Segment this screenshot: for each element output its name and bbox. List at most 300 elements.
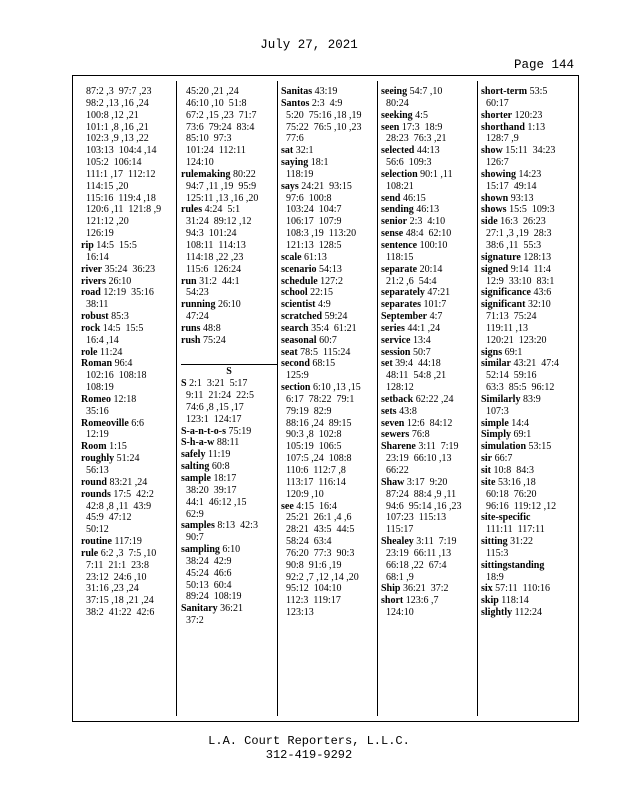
index-line: 31:16 ,23 ,24 <box>81 583 139 595</box>
index-headword: selection <box>381 168 418 180</box>
index-headword: Romeoville <box>81 417 129 429</box>
index-column-4 <box>381 86 477 619</box>
index-entry: sewers 76:8 <box>381 429 430 441</box>
index-entry: round 83:21 ,24 <box>81 476 148 488</box>
index-line: 118:19 <box>281 168 314 180</box>
index-headword: rush <box>181 334 201 346</box>
index-entry: six 57:11 110:16 <box>481 583 550 595</box>
index-column-1 <box>81 86 177 619</box>
index-line: 108:3 ,19 113:20 <box>281 228 357 240</box>
index-headword: senior <box>381 216 408 228</box>
index-line: 90:8 91:6 ,19 <box>281 559 342 571</box>
index-line: 38:20 39:17 <box>181 484 237 496</box>
section-letter: S <box>181 364 277 378</box>
index-headword: shorter <box>481 109 513 121</box>
index-line: 124:10 <box>381 607 414 619</box>
index-line: 28:21 43:5 44:5 <box>281 524 355 536</box>
index-line: 111:11 117:11 <box>481 524 545 536</box>
index-column-3 <box>281 86 377 619</box>
index-line: 87:2 ,3 97:7 ,23 <box>81 86 152 97</box>
index-headword: seen <box>381 121 400 133</box>
index-headword: set <box>381 358 393 370</box>
index-line: 38:11 <box>81 299 109 311</box>
index-line: 23:19 66:10 ,13 <box>381 453 452 465</box>
index-line: 107:5 ,24 108:8 <box>281 453 352 465</box>
index-line: 115:3 <box>481 547 509 559</box>
index-entry: showing 14:23 <box>481 168 542 180</box>
index-headword: Santos <box>281 97 310 109</box>
index-line: 67:2 ,15 ,23 71:7 <box>181 109 257 121</box>
index-line: 85:10 97:3 <box>181 133 232 145</box>
index-headword: setback <box>381 393 414 405</box>
index-line: 108:21 <box>381 180 414 192</box>
index-line: 110:6 112:7 ,8 <box>281 465 346 476</box>
index-entry: shorthand 1:13 <box>481 121 546 133</box>
index-headword: sets <box>381 405 397 417</box>
index-line: 100:8 ,12 ,21 <box>81 109 139 121</box>
index-line: 98:2 ,13 ,16 ,24 <box>81 97 149 109</box>
index-headword: rivers <box>81 275 106 287</box>
index-line: 97:6 100:8 <box>281 192 332 204</box>
index-headword: slightly <box>481 607 513 619</box>
index-headword: Ship <box>381 583 401 595</box>
index-line: 102:16 108:18 <box>81 370 147 382</box>
index-entry: rip 14:5 15:5 <box>81 239 137 251</box>
index-line: 88:16 ,24 89:15 <box>281 417 352 429</box>
index-line: 38:24 42:9 <box>181 555 232 567</box>
index-line: 56:6 109:3 <box>381 157 432 169</box>
index-line: 12:19 <box>81 429 109 441</box>
index-headword: series <box>381 322 405 334</box>
index-headword: seeing <box>381 86 408 97</box>
index-line: 128:7 ,9 <box>481 133 519 145</box>
index-entry: Santos 2:3 4:9 <box>281 97 343 109</box>
index-line: 62:9 <box>181 508 204 520</box>
index-column-5 <box>481 86 577 619</box>
index-entry: S-a-n-t-o-s 75:19 <box>181 425 252 437</box>
index-line: 37:15 ,18 ,21 ,24 <box>81 595 154 607</box>
index-entry: simple 14:4 <box>481 417 530 429</box>
index-line: 66:22 <box>381 465 409 476</box>
index-headword: signs <box>481 346 503 358</box>
index-entry: Roman 96:4 <box>81 358 133 370</box>
index-entry: rulemaking 80:22 <box>181 168 256 180</box>
index-entry: running 26:10 <box>181 299 241 311</box>
index-entry: selection 90:1 ,11 <box>381 168 453 180</box>
index-line: 101:24 112:11 <box>181 145 246 157</box>
index-headword: rules <box>181 204 203 216</box>
index-line: 103:24 104:7 <box>281 204 342 216</box>
index-headword: schedule <box>281 275 318 287</box>
index-line: 42:8 ,8 ,11 43:9 <box>81 500 152 512</box>
index-line: 16:14 <box>81 251 109 263</box>
index-line: 28:23 76:3 ,21 <box>381 133 447 145</box>
index-line: 6:17 78:22 79:1 <box>281 393 355 405</box>
index-headword: routine <box>81 536 112 548</box>
index-entry: series 44:1 ,24 <box>381 322 441 334</box>
index-entry: samples 8:13 42:3 <box>181 520 258 532</box>
index-line: 108:19 <box>81 382 114 394</box>
index-headword: Simply <box>481 429 512 441</box>
index-line: 52:14 59:16 <box>481 370 537 382</box>
index-line: 119:11 ,13 <box>481 322 529 334</box>
index-line: 79:19 82:9 <box>281 405 332 417</box>
index-entry: road 12:19 35:16 <box>81 287 154 299</box>
index-entry: significant 32:10 <box>481 299 551 311</box>
index-entry: routine 117:19 <box>81 536 142 548</box>
index-entry: seeking 4:5 <box>381 109 428 121</box>
page-number: Page 144 <box>513 58 574 72</box>
index-line: 125:9 <box>281 370 309 382</box>
index-headword: simulation <box>481 441 527 453</box>
index-line: 68:1 ,9 <box>381 571 414 583</box>
index-entry: run 31:2 44:1 <box>181 275 240 287</box>
index-entry: scratched 59:24 <box>281 311 348 323</box>
index-headword: Shaw <box>381 476 405 488</box>
index-line: 121:13 128:5 <box>281 239 342 251</box>
index-entry: rock 14:5 15:5 <box>81 322 144 334</box>
index-entry: set 39:4 44:18 <box>381 358 441 370</box>
index-entry <box>481 512 577 524</box>
index-headword: Sanitary <box>181 603 218 615</box>
index-line: 45:24 46:6 <box>181 567 232 579</box>
index-line: 126:7 <box>481 157 509 169</box>
index-headword: sit <box>481 465 491 476</box>
index-entry: senior 2:3 4:10 <box>381 216 446 228</box>
index-entry: sending 46:13 <box>381 204 440 216</box>
index-headword: runs <box>181 322 201 334</box>
index-headword: short-term <box>481 86 528 97</box>
index-entry: sets 43:8 <box>381 405 417 417</box>
reporter-phone: 312-419-9292 <box>265 748 353 762</box>
index-headword: sampling <box>181 544 220 556</box>
index-headword: sentence <box>381 239 418 251</box>
index-entry: significance 43:6 <box>481 287 552 299</box>
index-headword: sample <box>181 473 211 484</box>
index-entry: sentence 100:10 <box>381 239 448 251</box>
index-headword: Romeo <box>81 393 111 405</box>
index-entry: second 68:15 <box>281 358 336 370</box>
index-headword: round <box>81 476 107 488</box>
index-entry: saying 18:1 <box>281 157 329 169</box>
index-entry: seat 78:5 115:24 <box>281 346 351 358</box>
column-divider <box>277 81 278 716</box>
index-line: 35:16 <box>81 405 109 417</box>
index-entry: rounds 17:5 42:2 <box>81 488 154 500</box>
index-entry: Romeoville 6:6 <box>81 417 145 429</box>
index-line: 107:3 <box>481 405 509 417</box>
index-entry: September 4:7 <box>381 311 443 323</box>
index-headword: scientist <box>281 299 316 311</box>
index-entry: seeing 54:7 ,10 <box>381 86 443 97</box>
index-headword: shown <box>481 192 509 204</box>
index-entry: shown 93:13 <box>481 192 534 204</box>
index-line: 38:6 ,11 55:3 <box>481 239 542 251</box>
index-headword: saying <box>281 157 309 169</box>
index-line: 48:11 54:8 ,21 <box>381 370 447 382</box>
index-headword: scenario <box>281 263 317 275</box>
index-headword: Sanitas <box>281 86 313 97</box>
index-entry: simulation 53:15 <box>481 441 552 453</box>
index-line: 103:13 104:4 ,14 <box>81 145 157 157</box>
index-line: 73:6 79:24 83:4 <box>181 121 255 133</box>
index-entry: send 46:15 <box>381 192 426 204</box>
index-line: 46:10 ,10 51:8 <box>181 97 247 109</box>
index-line: 16:4 ,14 <box>81 334 119 346</box>
index-line: 60:17 <box>481 97 509 109</box>
index-entry: Sanitas 43:19 <box>281 86 338 97</box>
index-headword: September <box>381 311 428 323</box>
index-entry: sample 18:17 <box>181 473 237 484</box>
index-headword: river <box>81 263 103 275</box>
index-entry: Room 1:15 <box>81 441 127 453</box>
index-headword: showing <box>481 168 517 180</box>
index-line: 21:2 ,6 54:4 <box>381 275 437 287</box>
reporter-name: L.A. Court Reporters, L.L.C. <box>208 734 410 748</box>
index-headword: sittingstanding <box>481 559 545 571</box>
index-line: 115:16 119:4 ,18 <box>81 192 156 204</box>
index-headword: see <box>281 500 294 512</box>
index-line: 118:15 <box>381 251 414 263</box>
index-entry: seasonal 60:7 <box>281 334 337 346</box>
index-entry: separates 101:7 <box>381 299 447 311</box>
index-headword: show <box>481 145 503 157</box>
index-line: 15:17 49:14 <box>481 180 537 192</box>
index-line: 102:3 ,9 ,13 ,22 <box>81 133 149 145</box>
index-headword: seven <box>381 417 405 429</box>
index-line: 115:6 126:24 <box>181 263 242 275</box>
index-headword: sense <box>381 228 404 240</box>
index-entry: skip 118:14 <box>481 595 529 607</box>
index-headword: site-specific <box>481 512 531 524</box>
index-entry: rule 6:2 ,3 7:5 ,10 <box>81 547 157 559</box>
index-line: 37:2 <box>181 615 204 627</box>
index-entry: sat 32:1 <box>281 145 314 157</box>
index-headword: similar <box>481 358 511 370</box>
index-headword: seeking <box>381 109 413 121</box>
index-entry: scenario 54:13 <box>281 263 342 275</box>
index-entry: seen 17:3 18:9 <box>381 121 443 133</box>
index-entry: S-h-a-w 88:11 <box>181 437 240 449</box>
index-line: 123:1 124:17 <box>181 413 242 425</box>
index-line: 9:11 21:24 22:5 <box>181 390 254 402</box>
index-headword: separates <box>381 299 421 311</box>
index-entry: Sharene 3:11 7:19 <box>381 441 459 453</box>
column-divider <box>176 81 177 716</box>
index-entry: Sanitary 36:21 <box>181 603 243 615</box>
index-headword: Similarly <box>481 393 521 405</box>
index-headword: second <box>281 358 310 370</box>
index-line: 105:19 106:5 <box>281 441 342 453</box>
index-headword: rip <box>81 239 94 251</box>
index-headword: simple <box>481 417 509 429</box>
index-headword: shows <box>481 204 507 216</box>
index-entry: short 123:6 ,7 <box>381 595 439 607</box>
index-entry: sampling 6:10 <box>181 544 241 556</box>
index-headword: sat <box>281 145 294 157</box>
index-line: 77:6 <box>281 133 304 145</box>
index-entry: service 13:4 <box>381 334 431 346</box>
index-headword: Room <box>81 441 107 453</box>
index-headword: rule <box>81 547 99 559</box>
index-line: 50:13 60:4 <box>181 579 232 591</box>
index-line: 124:10 <box>181 157 214 169</box>
index-entry: Simply 69:1 <box>481 429 532 441</box>
index-line: 92:2 ,7 ,12 ,14 ,20 <box>281 571 359 583</box>
index-line: 75:22 76:5 ,10 ,23 <box>281 121 362 133</box>
index-headword: site <box>481 476 496 488</box>
index-entry: rush 75:24 <box>181 334 226 346</box>
index-entry: signs 69:1 <box>481 346 523 358</box>
index-line: 107:23 115:13 <box>381 512 447 524</box>
column-divider <box>477 81 478 716</box>
index-line: 38:2 41:22 42:6 <box>81 607 155 619</box>
index-entry: shows 15:5 109:3 <box>481 204 555 216</box>
index-line: 54:23 <box>181 287 209 299</box>
index-entry: slightly 112:24 <box>481 607 543 619</box>
index-headword: seasonal <box>281 334 317 346</box>
index-headword: rulemaking <box>181 168 231 180</box>
index-line: 120:9 ,10 <box>281 488 324 500</box>
index-entry: scale 61:13 <box>281 251 327 263</box>
index-line: 58:24 63:4 <box>281 536 332 548</box>
index-entry: see 4:15 16:4 <box>281 500 337 512</box>
index-line: 95:12 104:10 <box>281 583 342 595</box>
index-line: 94:7 ,11 ,19 95:9 <box>181 180 257 192</box>
index-headword: scale <box>281 251 302 263</box>
index-line: 96:16 119:12 ,12 <box>481 500 557 512</box>
index-headword: samples <box>181 520 215 532</box>
index-line: 126:19 <box>81 228 114 240</box>
index-headword: section <box>281 382 311 394</box>
index-entry: sitting 31:22 <box>481 536 533 548</box>
index-headword: signature <box>481 251 521 263</box>
index-entry: separately 47:21 <box>381 287 451 299</box>
index-headword: Shealey <box>381 536 414 548</box>
index-headword: safely <box>181 449 206 461</box>
index-line: 90:7 <box>181 532 204 544</box>
index-line: 74:6 ,8 ,15 ,17 <box>181 401 244 413</box>
index-headword: side <box>481 216 498 228</box>
index-line: 105:2 106:14 <box>81 157 142 169</box>
index-line: 31:24 89:12 ,12 <box>181 216 252 228</box>
index-headword: shorthand <box>481 121 525 133</box>
index-headword: send <box>381 192 401 204</box>
index-line: 80:24 <box>381 97 409 109</box>
index-line: 94:6 95:14 ,16 ,23 <box>381 500 462 512</box>
index-entry: show 15:11 34:23 <box>481 145 556 157</box>
index-headword: selected <box>381 145 415 157</box>
index-entry: sir 66:7 <box>481 453 513 465</box>
index-entry: Shaw 3:17 9:20 <box>381 476 448 488</box>
index-entry: Similarly 83:9 <box>481 393 541 405</box>
index-entry: signature 128:13 <box>481 251 552 263</box>
index-entry: safely 11:19 <box>181 449 231 461</box>
index-line: 113:17 116:14 <box>281 476 346 488</box>
column-divider <box>377 81 378 716</box>
index-headword: salting <box>181 461 210 473</box>
index-headword: rounds <box>81 488 111 500</box>
index-entry: role 11:24 <box>81 346 123 358</box>
index-headword: short <box>381 595 404 607</box>
index-line: 112:3 119:17 <box>281 595 341 607</box>
index-line: 106:17 107:9 <box>281 216 342 228</box>
index-headword: significant <box>481 299 526 311</box>
index-entry: session 50:7 <box>381 346 431 358</box>
index-frame <box>72 75 579 722</box>
index-headword: says <box>281 180 299 192</box>
index-headword: S <box>181 378 187 390</box>
index-entry: signed 9:14 11:4 <box>481 263 551 275</box>
index-line: 71:13 75:24 <box>481 311 537 323</box>
index-headword: sir <box>481 453 493 465</box>
index-headword: skip <box>481 595 499 607</box>
index-headword: role <box>81 346 98 358</box>
index-headword: separate <box>381 263 418 275</box>
index-entry: rules 4:24 5:1 <box>181 204 241 216</box>
index-line: 120:6 ,11 121:8 ,9 <box>81 204 162 216</box>
index-headword: run <box>181 275 197 287</box>
index-line: 90:3 ,8 102:8 <box>281 429 342 441</box>
index-headword: robust <box>81 311 109 323</box>
index-entry: salting 60:8 <box>181 461 230 473</box>
index-line: 50:12 <box>81 524 109 536</box>
index-line: 121:12 ,20 <box>81 216 129 228</box>
index-line: 23:19 66:11 ,13 <box>381 547 452 559</box>
index-entry: section 6:10 ,13 ,15 <box>281 382 361 394</box>
index-line: 45:9 47:12 <box>81 512 132 524</box>
index-headword: sewers <box>381 429 410 441</box>
index-entry: runs 48:8 <box>181 322 221 334</box>
index-entry: school 22:15 <box>281 287 333 299</box>
index-line: 76:20 77:3 90:3 <box>281 547 355 559</box>
index-entry: schedule 127:2 <box>281 275 343 287</box>
index-line: 128:12 <box>381 382 414 394</box>
index-line: 18:9 <box>481 571 504 583</box>
index-line: 114:15 ,20 <box>81 180 129 192</box>
index-headword: sending <box>381 204 414 216</box>
transcript-date: July 27, 2021 <box>260 38 358 52</box>
index-entry: scientist 4:9 <box>281 299 331 311</box>
index-headword: rock <box>81 322 101 334</box>
index-entry <box>481 560 577 572</box>
index-line: 108:11 114:13 <box>181 239 246 251</box>
index-headword: roughly <box>81 453 115 465</box>
index-line: 56:13 <box>81 465 109 476</box>
index-entry: side 16:3 26:23 <box>481 216 546 228</box>
index-line: 101:1 ,8 ,16 ,21 <box>81 121 149 133</box>
index-line: 12:9 33:10 83:1 <box>481 275 555 287</box>
index-entry: separate 20:14 <box>381 263 443 275</box>
index-column-2 <box>181 86 277 627</box>
index-line: 25:21 26:1 ,4 ,6 <box>281 512 352 524</box>
index-line: 45:20 ,21 ,24 <box>181 86 239 97</box>
index-entry: roughly 51:24 <box>81 453 140 465</box>
index-headword: S-a-n-t-o-s <box>181 425 226 437</box>
index-line <box>181 347 277 359</box>
index-headword: S-h-a-w <box>181 437 215 449</box>
index-line: 89:24 108:19 <box>181 591 242 603</box>
index-line: 125:11 ,13 ,16 ,20 <box>181 192 259 204</box>
index-line: 23:12 24:6 ,10 <box>81 571 147 583</box>
index-headword: Sharene <box>381 441 416 453</box>
index-entry: rivers 26:10 <box>81 275 132 287</box>
index-line: 27:1 ,3 ,19 28:3 <box>481 228 552 240</box>
index-entry: search 35:4 61:21 <box>281 322 357 334</box>
index-entry: sit 10:8 84:3 <box>481 465 535 476</box>
index-entry: shorter 120:23 <box>481 109 543 121</box>
index-entry: setback 62:22 ,24 <box>381 393 454 405</box>
